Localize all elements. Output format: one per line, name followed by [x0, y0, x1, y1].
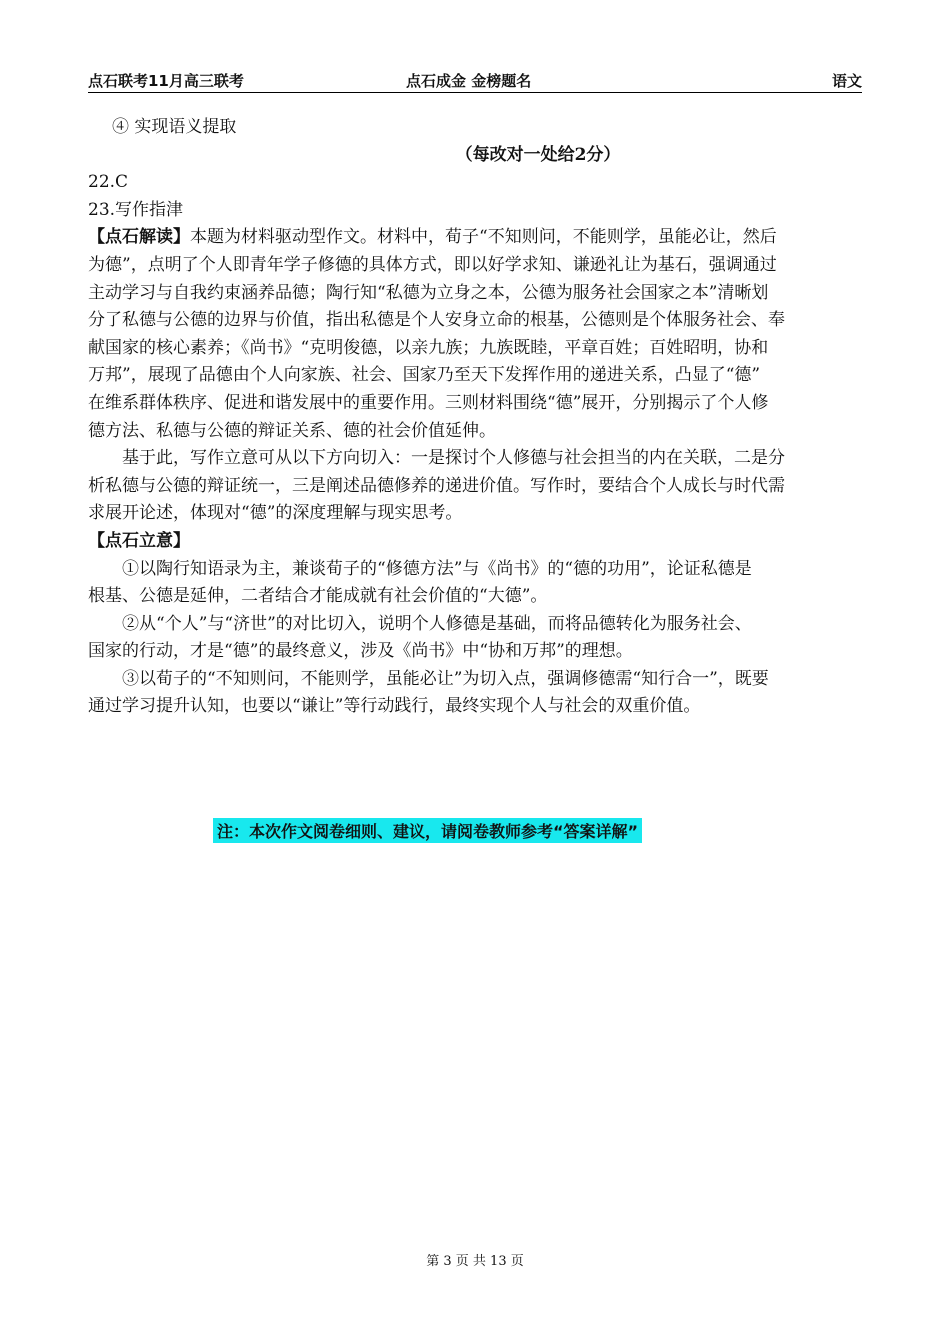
analysis-line: 德方法、私德与公德的辩证关系、德的社会价值延伸。	[88, 420, 496, 441]
analysis-line: 献国家的核心素养；《尚书》“克明俊德，以亲九族；九族既睦，平章百姓；百姓昭明，协和	[88, 337, 769, 358]
approach-section	[88, 445, 868, 528]
grading-note: 注：本次作文阅卷细则、建议，请阅卷教师参考“答案详解”	[213, 818, 642, 843]
approach-line: 求展开论述，体现对“德”的深度理解与现实思考。	[88, 503, 463, 524]
theme-label: 【点石立意】	[88, 530, 190, 551]
analysis-label: 【点石解读】	[88, 227, 190, 248]
analysis-line: 为德”，点明了个人即青年学子修德的具体方式，即以好学求知、谦逊礼让为基石，强调通过	[88, 254, 777, 275]
exam-title: 点石联考11月高三联考	[88, 72, 244, 90]
analysis-line: 万邦”，展现了品德由个人向家族、社会、国家乃至天下发挥作用的递进关系，凸显了“德”	[88, 365, 761, 386]
theme-2	[88, 611, 868, 666]
theme-line: 国家的行动，才是“德”的最终意义，涉及《尚书》中“协和万邦”的理想。	[88, 641, 633, 662]
approach-line: 析私德与公德的辩证统一，三是阐述品德修养的递进价值。写作时，要结合个人成长与时代需	[88, 475, 785, 496]
analysis-line: 本题为材料驱动型作文。材料中，荀子“不知则问，不能则学，虽能必让，然后	[190, 227, 777, 248]
theme-3	[88, 666, 868, 721]
analysis-line: 分了私德与公德的边界与价值，指出私德是个人安身立命的根基，公德则是个体服务社会、奉	[88, 310, 785, 331]
analysis-section	[88, 224, 868, 445]
theme-line: ①以陶行知语录为主，兼谈荀子的“修德方法”与《尚书》的“德的功用”，论证私德是	[122, 558, 752, 579]
theme-line: 通过学习提升认知，也要以“谦让”等行动践行，最终实现个人与社会的双重价值。	[88, 696, 701, 717]
approach-line: 基于此，写作立意可从以下方向切入：一是探讨个人修德与社会担当的内在关联，二是分	[122, 448, 785, 469]
theme-line: 根基、公德是延伸，二者结合才能成就有社会价值的“大德”。	[88, 586, 548, 607]
item-4: ④ 实现语义提取	[112, 117, 237, 137]
theme-1	[88, 556, 868, 611]
answer-content	[88, 114, 868, 721]
scoring-rule: （每改对一处给2分）	[455, 144, 621, 165]
subject-label: 语文	[831, 72, 862, 90]
answer-23-heading: 23.写作指津	[88, 199, 184, 220]
slogan: 点石成金 金榜题名	[406, 72, 532, 90]
page-number: 第 3 页 共 13 页	[426, 1254, 524, 1269]
analysis-line: 在维系群体秩序、促进和谐发展中的重要作用。三则材料围绕“德”展开，分别揭示了个人修	[88, 392, 769, 413]
page-header	[88, 70, 862, 93]
answer-22: 22.C	[88, 172, 129, 193]
analysis-line: 主动学习与自我约束涵养品德；陶行知“私德为立身之本，公德为服务社会国家之本”清晰划	[88, 282, 769, 303]
theme-line: ③以荀子的“不知则问，不能则学，虽能必让”为切入点，强调修德需“知行合一”，既要	[122, 668, 769, 689]
theme-line: ②从“个人”与“济世”的对比切入，说明个人修德是基础，而将品德转化为服务社会、	[122, 613, 752, 634]
